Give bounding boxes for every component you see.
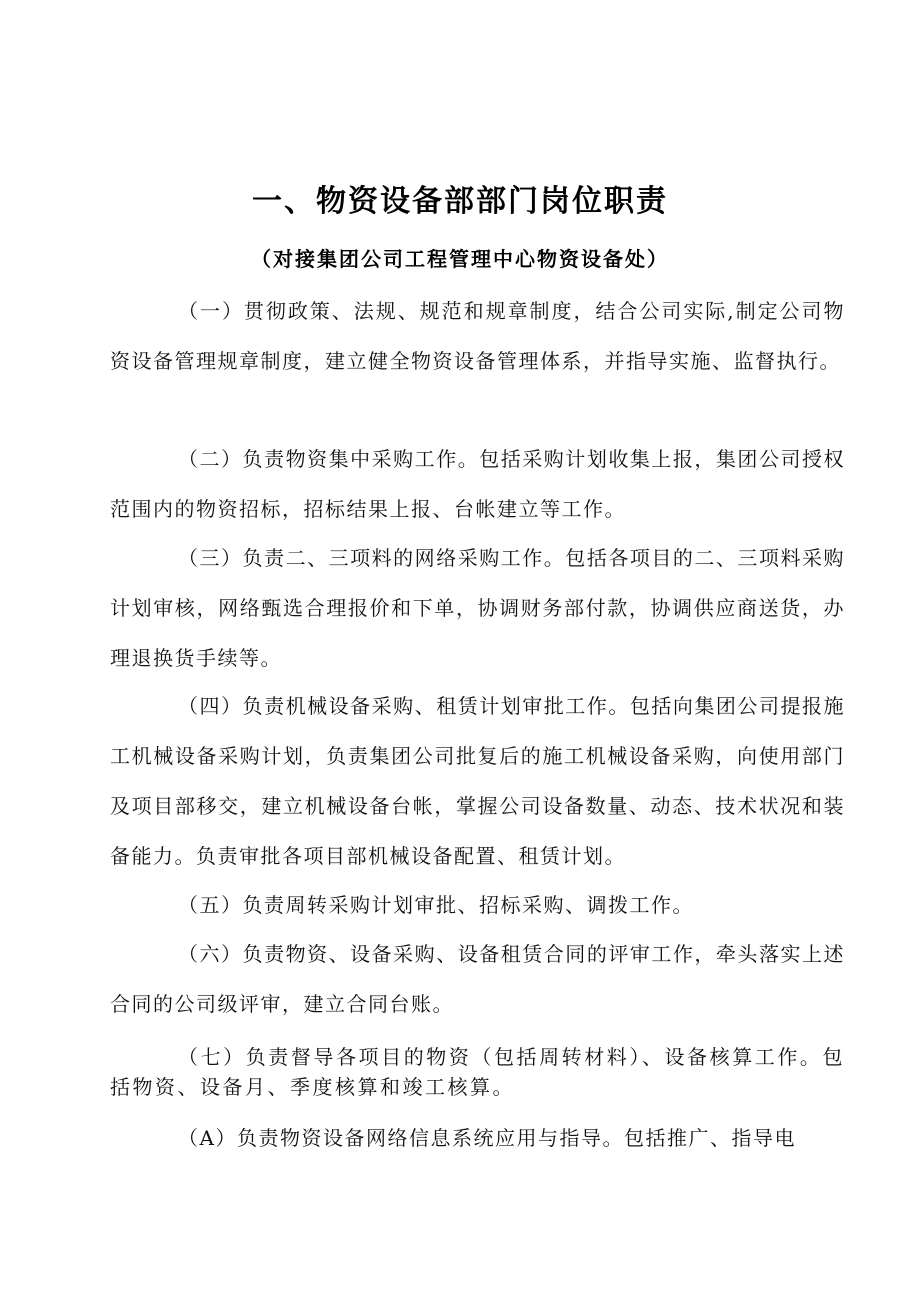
paragraph-7: （七）负责督导各项目的物资（包括周转材料）、设备核算工作。包括物资、设备月、季度核算和竣工核算。 xyxy=(110,1045,845,1099)
paragraph-6: （六）负责物资、设备采购、设备租赁合同的评审工作，牵头落实上述合同的公司级评审，建立合同台账。 xyxy=(110,942,845,1016)
document-subtitle: （对接集团公司工程管理中心物资设备处） xyxy=(251,247,669,271)
paragraph-3: （三）负责二、三项料的网络采购工作。包括各项目的二、三项料采购计划审核，网络甄选合理报价和下单，协调财务部付款，协调供应商送货，办理退换货手续等。 xyxy=(110,546,845,670)
paragraph-5: （五）负责周转采购计划审批、招标采购、调拨工作。 xyxy=(178,893,694,917)
paragraph-2: （二）负责物资集中采购工作。包括采购计划收集上报，集团公司授权范围内的物资招标，招标结果上报、台帐建立等工作。 xyxy=(110,447,845,521)
paragraph-4: （四）负责机械设备采购、租赁计划审批工作。包括向集团公司提报施工机械设备采购计划，负责集团公司批复后的施工机械设备采购，向使用部门及项目部移交，建立机械设备台帐，掌握公司设备数量、动态、技术状况和装备能力。负责审批各项目部机械设备配置、租赁计划。 xyxy=(110,694,845,868)
paragraph-1: （一）贯彻政策、法规、规范和规章制度，结合公司实际,制定公司物资设备管理规章制度，建立健全物资设备管理体系，并指导实施、监督执行。 xyxy=(110,299,845,373)
document-title: 一、物资设备部部门岗位职责 xyxy=(252,184,668,219)
paragraph-8: （A）负责物资设备网络信息系统应用与指导。包括推广、指导电 xyxy=(178,1126,796,1150)
